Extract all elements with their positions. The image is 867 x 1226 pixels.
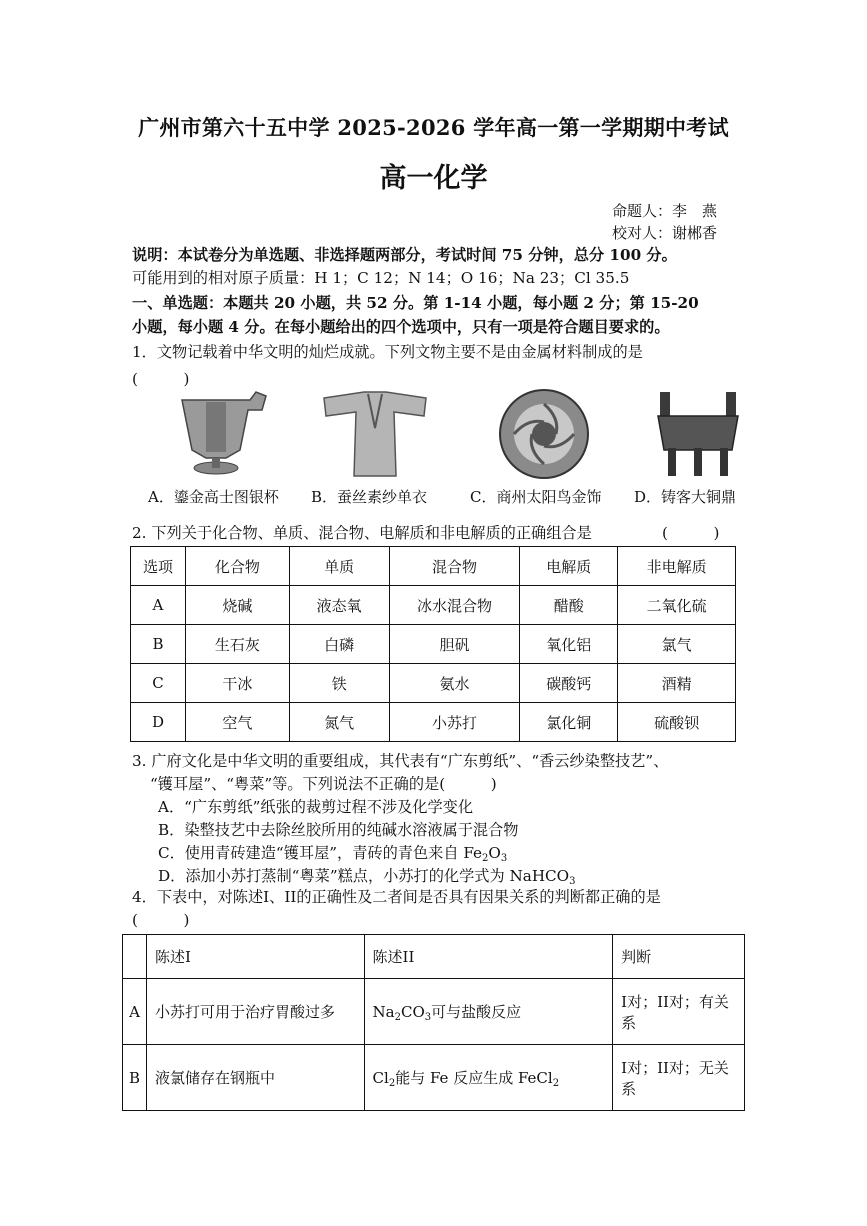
header-cell: 非电解质 <box>618 547 736 586</box>
table-cell: 酒精 <box>618 664 736 703</box>
header-cell: 电解质 <box>520 547 618 586</box>
q1-option-a: A．鎏金高士图银杯 <box>148 488 279 506</box>
section1-line1: 一、单选题：本题共 20 小题，共 52 分。第 1-14 小题，每小题 2 分；第 15-20 <box>132 294 699 312</box>
table-cell: A <box>131 586 186 625</box>
q3-stem-text: “镬耳屋”、“粤菜”等。下列说法不正确的是 <box>150 775 440 793</box>
table-cell: 白磷 <box>289 625 389 664</box>
formula-part: CO <box>401 1003 425 1021</box>
bronze-ding-image <box>650 388 746 480</box>
q1-option-d: D．铸客大铜鼎 <box>634 488 737 506</box>
exam-subject: 高一化学 <box>379 163 488 194</box>
atomic-mass-line: 可能用到的相对原子质量：H 1；C 12；N 14；O 16；Na 23；Cl 35.5 <box>132 269 630 287</box>
table-row <box>123 979 745 1045</box>
header-cell <box>123 935 147 979</box>
table-cell <box>364 1045 613 1111</box>
table-cell: 胆矾 <box>389 625 520 664</box>
table-row <box>131 586 736 625</box>
table-cell: I对；II对；有关系 <box>613 979 745 1045</box>
table-cell: I对；II对；无关系 <box>613 1045 745 1111</box>
q3-option-c-text: C．使用青砖建造“镬耳屋”，青砖的青色来自 Fe <box>158 844 483 862</box>
table-cell: 碳酸钙 <box>520 664 618 703</box>
table-cell: 氯化铜 <box>520 703 618 742</box>
q3-stem-line2 <box>150 773 497 794</box>
q4-blank: ( ) <box>132 911 190 929</box>
formula-part: Na <box>372 1003 395 1021</box>
q4-table <box>122 934 745 1111</box>
author-line: 命题人：李 燕 <box>612 202 718 220</box>
q3-option-d <box>158 865 576 886</box>
formula-part: O <box>488 844 501 862</box>
table-cell: 冰水混合物 <box>389 586 520 625</box>
table-cell: 二氧化硫 <box>618 586 736 625</box>
table-row <box>131 703 736 742</box>
q2-table <box>130 546 736 742</box>
subscript: 2 <box>394 1012 401 1023</box>
header-cell: 单质 <box>289 547 389 586</box>
silver-cup-image <box>170 388 270 480</box>
table-cell: 醋酸 <box>520 586 618 625</box>
table-cell: 小苏打 <box>389 703 520 742</box>
silk-robe-image <box>320 388 430 480</box>
q1-option-b: B．蚕丝素纱单衣 <box>311 488 428 506</box>
table-cell: 空气 <box>185 703 289 742</box>
table-cell <box>364 979 613 1045</box>
q3-blank: ( ) <box>439 775 497 793</box>
formula-part: 可与盐酸反应 <box>431 1003 522 1021</box>
header-cell: 化合物 <box>185 547 289 586</box>
q1-option-c: C．商州太阳鸟金饰 <box>470 488 602 506</box>
section1-line2: 小题，每小题 4 分。在每小题给出的四个选项中，只有一项是符合题目要求的。 <box>132 318 670 336</box>
q1-stem: 1．文物记载着中华文明的灿烂成就。下列文物主要不是由金属材料制成的是 <box>132 343 643 361</box>
table-cell: 干冰 <box>185 664 289 703</box>
formula-part: 能与 Fe 反应生成 FeCl <box>395 1069 553 1087</box>
table-cell: 小苏打可用于治疗胃酸过多 <box>146 979 364 1045</box>
table-cell: 氧化铝 <box>520 625 618 664</box>
table-cell: B <box>131 625 186 664</box>
table-header-row <box>123 935 745 979</box>
subscript: 2 <box>482 853 489 864</box>
exam-title: 广州市第六十五中学 2025-2026 学年高一第一学期期中考试 <box>138 115 729 140</box>
q2-stem: 2. 下列关于化合物、单质、混合物、电解质和非电解质的正确组合是 <box>132 524 592 542</box>
subscript: 3 <box>500 853 508 864</box>
table-row <box>123 1045 745 1111</box>
q3-option-b: B．染整技艺中去除丝胶所用的纯碱水溶液属于混合物 <box>158 821 519 839</box>
table-cell: 氨水 <box>389 664 520 703</box>
table-cell: 生石灰 <box>185 625 289 664</box>
table-cell: 硫酸钡 <box>618 703 736 742</box>
q3-option-a: A．“广东剪纸”纸张的裁剪过程不涉及化学变化 <box>158 798 474 816</box>
table-cell: 烧碱 <box>185 586 289 625</box>
header-cell: 陈述II <box>364 935 613 979</box>
sun-bird-gold-image <box>498 388 590 480</box>
q3-stem-line1: 3. 广府文化是中华文明的重要组成，其代表有“广东剪纸”、“香云纱染整技艺”、 <box>132 752 669 770</box>
subscript: 3 <box>424 1012 432 1023</box>
q3-option-d-text: D．添加小苏打蒸制“粤菜”糕点，小苏打的化学式为 NaHCO <box>158 867 570 885</box>
q1-blank: ( ) <box>132 370 190 388</box>
header-cell: 选项 <box>131 547 186 586</box>
subscript: 2 <box>552 1078 560 1089</box>
instruction-note: 说明：本试卷分为单选题、非选择题两部分，考试时间 75 分钟，总分 100 分。 <box>132 246 677 264</box>
formula-part: Cl <box>372 1069 389 1087</box>
table-row <box>131 625 736 664</box>
header-cell: 混合物 <box>389 547 520 586</box>
q2-blank: ( ) <box>662 524 720 542</box>
table-cell: D <box>131 703 186 742</box>
table-header-row <box>131 547 736 586</box>
q3-option-c <box>158 842 507 863</box>
header-cell: 陈述I <box>146 935 364 979</box>
row-label: B <box>123 1045 147 1111</box>
table-cell: 氯气 <box>618 625 736 664</box>
table-cell: 铁 <box>289 664 389 703</box>
table-cell: 液氯储存在钢瓶中 <box>146 1045 364 1111</box>
subscript: 2 <box>388 1078 396 1089</box>
checker-line: 校对人：谢郴香 <box>612 224 718 242</box>
table-cell: 氮气 <box>289 703 389 742</box>
table-row <box>131 664 736 703</box>
subscript: 3 <box>569 876 576 887</box>
q4-stem: 4．下表中，对陈述I、II的正确性及二者间是否具有因果关系的判断都正确的是 <box>132 888 661 906</box>
table-cell: 液态氧 <box>289 586 389 625</box>
header-cell: 判断 <box>613 935 745 979</box>
row-label: A <box>123 979 147 1045</box>
table-cell: C <box>131 664 186 703</box>
